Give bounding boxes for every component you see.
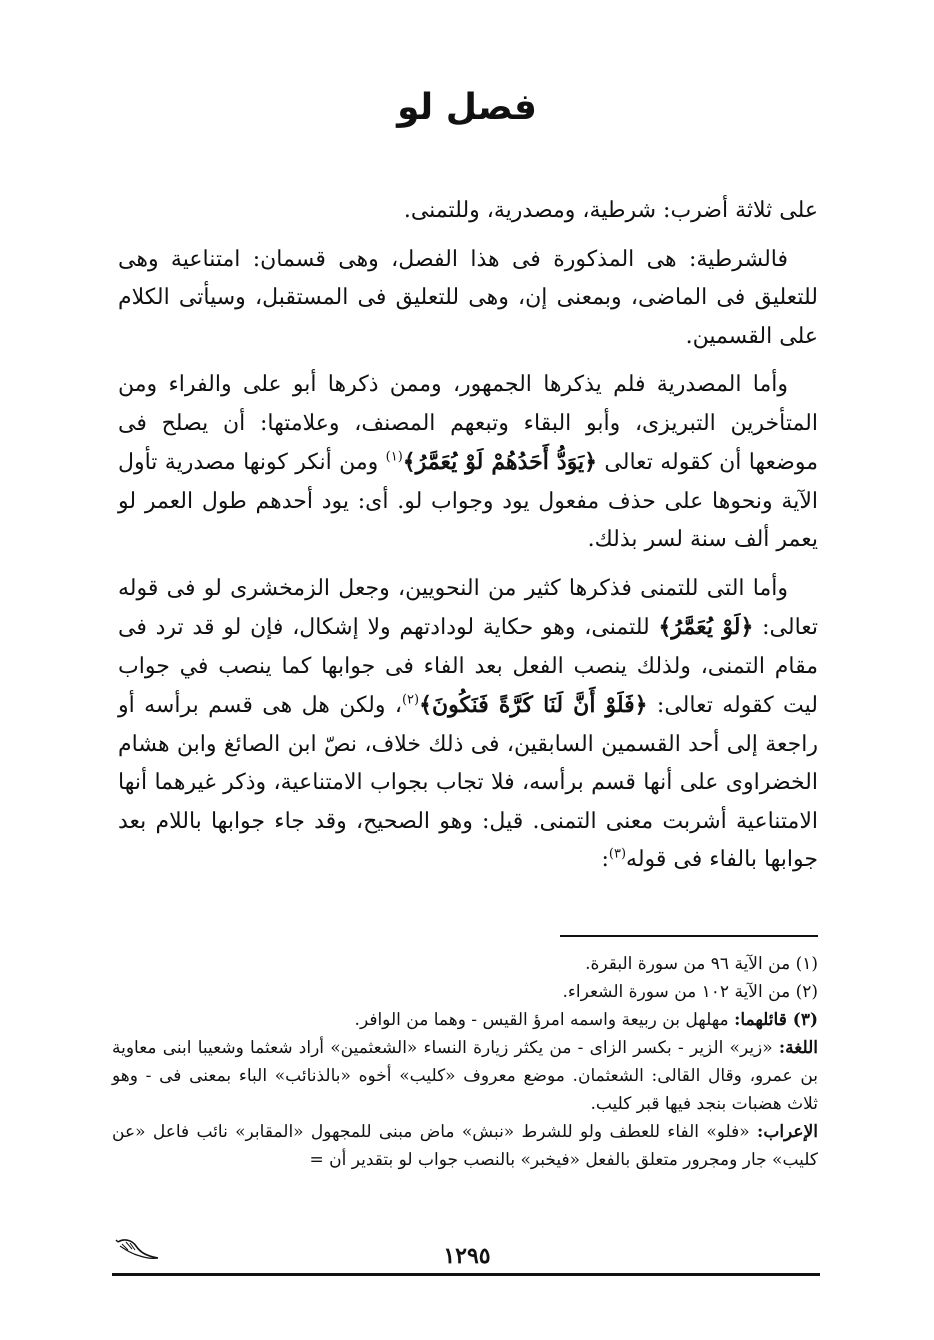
quran-verse: ﴿فَلَوْ أَنَّ لَنَا كَرَّةً فَنَكُونَ﴾: [419, 692, 648, 718]
footnote-ref: (١): [385, 449, 403, 465]
paragraph-text: ومن أنكر كونها مصدرية تأول الآية ونحوها على حذف مفعول يود وجواب لو. أى: يود أحدهم طول العمر لو يعمر ألف سنة لسر بذلك.: [118, 450, 819, 552]
quill-pen-icon: [114, 1228, 164, 1268]
quran-verse: ﴿يَوَدُّ أَحَدُهُمْ لَوْ يُعَمَّرُ﴾: [402, 449, 598, 475]
footnote-3: [112, 1006, 818, 1034]
footnotes: [112, 950, 818, 1174]
footnote-text: «زير» الزير - بكسر الزاى - من يكثر زيارة النساء «الشعثمين» أراد شعثما وشعيبا ابنى معاوية بن عمرو، وقال القالى: الشعثمان. موضع معروف «كليب» أخوه «بالذنائب» الباء بمعنى فى - وهو ثلاث هضبات بنجد فيها قبر كليب.: [112, 1038, 818, 1114]
quran-verse: ﴿لَوْ يُعَمَّرُ﴾: [658, 614, 754, 640]
footnote-ref: (٣): [608, 846, 627, 862]
footnote-label: اللغة:: [778, 1038, 818, 1058]
paragraph-text: :: [601, 847, 609, 872]
footnote-text: مهلهل بن ربيعة واسمه امرؤ القيس - وهما من الوافر.: [354, 1010, 735, 1030]
page-number: ١٢٩٥: [443, 1243, 491, 1269]
bottom-rule: [112, 1273, 820, 1276]
chapter-title: فصل لو: [397, 87, 537, 128]
paragraph-text: للتمنى، وهو حكاية لودادتهم ولا إشكال، فإن لو قد ترد فى مقام التمنى، ولذلك ينصب الفعل بعد الفاء فى جوابها كما ينصب في جواب ليت كقوله تعالى:: [118, 615, 819, 718]
paragraph-text: ، ولكن هل هى قسم برأسه أو راجعة إلى أحد القسمين السابقين، فى ذلك خلاف، نصّ ابن الصائغ وابن هشام الخضراوى على أنها قسم برأسه، فلا تجاب بجواب الامتناعية، وذكر غيرهما أنها الامتناعية أشربت معنى التمنى. قيل: وهو الصحيح، وقد جاء جوابها باللام بعد جوابها بالفاء فى قوله: [118, 693, 818, 872]
footnote-lugha: [112, 1034, 818, 1118]
footnote-label: الإعراب:: [757, 1122, 818, 1142]
paragraph-conditional: فالشرطية: هى المذكورة فى هذا الفصل، وهى قسمان: امتناعية وهى للتعليق فى الماضى، وبمعنى إن، وهى للتعليق فى المستقبل، وسيأتى الكلام على القسمين.: [118, 246, 818, 349]
footnote-ref: (٢): [401, 692, 420, 708]
paragraph-text: وأما التى للتمنى فذكرها كثير من النحويين، وجعل الزمخشرى لو فى قوله تعالى:: [118, 575, 819, 640]
paragraph-intro: على ثلاثة أضرب: شرطية، ومصدرية، وللتمنى.: [403, 198, 818, 223]
footnote-text: «فلو» الفاء للعطف ولو للشرط «نبش» ماض مبنى للمجهول «المقابر» نائب فاعل «عن كليب» جار ومجرور متعلق بالفعل «فيخبر» بالنصب جواب لو بتقدير أن =: [112, 1122, 818, 1170]
footnote-divider: [560, 935, 818, 937]
footnote-label: (٣) قائلهما:: [734, 1010, 818, 1030]
paragraph-text: وأما المصدرية فلم يذكرها الجمهور، وممن ذكرها أبو على والفراء ومن المتأخرين التبريزى، وأبو البقاء وتبعهم المصنف، وعلامتها: أن يصلح فى موضعها أن كقوله تعالى: [118, 372, 818, 475]
paragraph-masdariyya: [118, 366, 818, 560]
main-text: [118, 192, 818, 890]
paragraph-tamanni: [118, 570, 818, 880]
footnote-1: (١) من الآية ٩٦ من سورة البقرة.: [585, 954, 818, 974]
footnote-irab: [112, 1118, 818, 1174]
footnote-2: (٢) من الآية ١٠٢ من سورة الشعراء.: [562, 982, 818, 1002]
